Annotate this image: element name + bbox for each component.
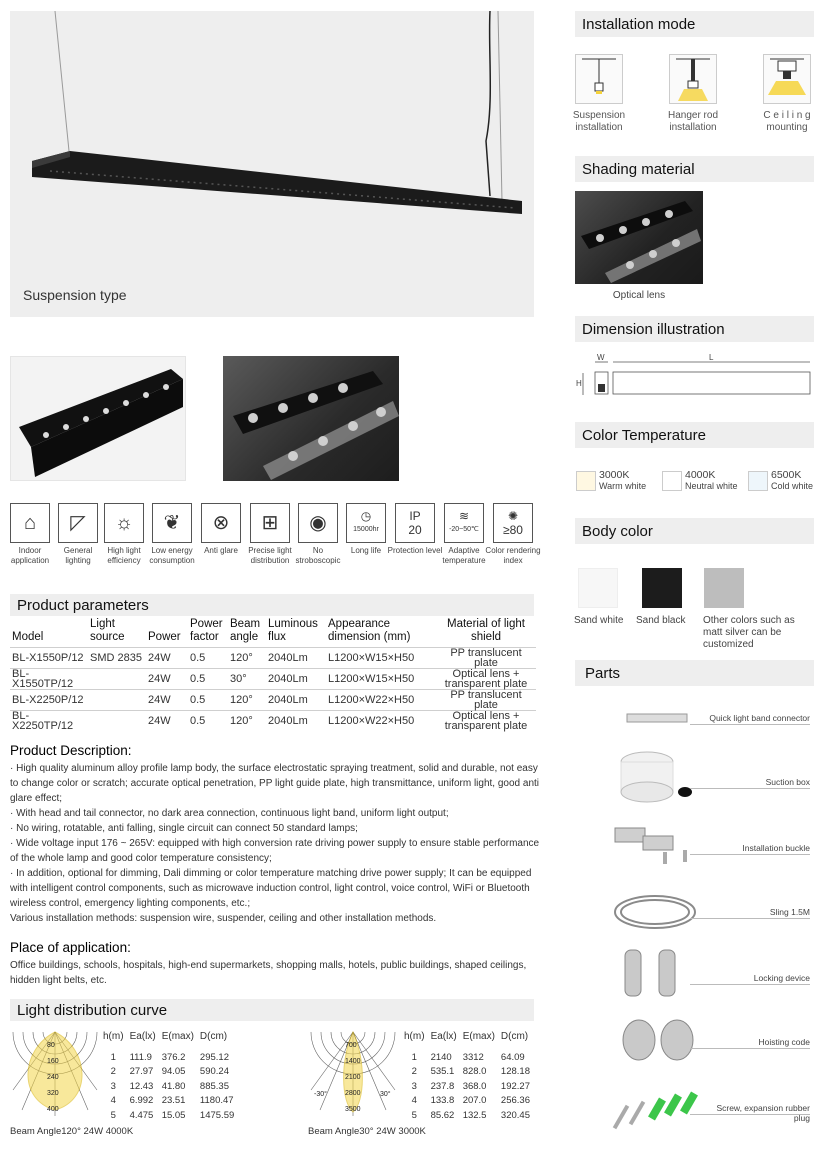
clock-icon: ◷ 15000hr: [346, 503, 386, 543]
curve-scale-label: 160: [47, 1058, 59, 1065]
table-cell: 4.475: [129, 1109, 154, 1121]
description-line: · No wiring, rotatable, anti falling, single circuit can connect 50 standard lamps;: [10, 823, 358, 834]
bulb-icon: ☼: [104, 503, 144, 543]
body-color-label: Sand white: [574, 615, 624, 626]
curve-header: D(cm): [500, 1031, 529, 1042]
table-row: [103, 1065, 240, 1080]
curve-scale-label: 240: [47, 1074, 59, 1081]
hero-label: Suspension type: [23, 287, 127, 303]
table-cell: 15.05: [161, 1109, 186, 1121]
feature-value: ≥80: [503, 523, 523, 537]
part-underline: [690, 984, 810, 985]
application-title: Place of application:: [10, 940, 131, 955]
shading-title: Shading material: [575, 156, 814, 182]
table-row: [103, 1108, 240, 1123]
lamp-detail-photo: [10, 356, 186, 481]
curve-scale-label: 320: [47, 1090, 59, 1097]
color-temperature-title: Color Temperature: [575, 422, 814, 448]
table-cell: Optical lens + transparent plate: [436, 711, 536, 732]
svg-text:H: H: [576, 379, 582, 388]
table-cell: 0.5: [188, 669, 228, 690]
body-color-swatch: [704, 568, 744, 608]
indoor-icon: ⌂: [10, 503, 50, 543]
table-cell: 24W: [146, 648, 188, 669]
table-cell: PP translucent plate: [436, 690, 536, 711]
part-label: Quick light band connector: [709, 713, 810, 723]
grid-sun-icon: ⊞: [250, 503, 290, 543]
table-cell: 4: [411, 1095, 417, 1107]
table-cell: 5: [411, 1109, 417, 1121]
table-row: [10, 648, 536, 669]
table-cell: 295.12: [199, 1051, 229, 1063]
curve-header: h(m): [404, 1031, 425, 1042]
ip-icon: IP 20: [395, 503, 435, 543]
description-line: · With head and tail connector, no dark area connection, continuous light band, uniform light output;: [10, 808, 449, 819]
left-curve-table: [103, 1031, 240, 1123]
table-cell: BL-X2250P/12: [10, 690, 88, 711]
feature-label: Anti glare: [204, 546, 238, 555]
table-cell: 1475.59: [199, 1109, 235, 1121]
temperature-label: 6500K Cold white: [771, 469, 814, 491]
part-underline: [690, 724, 810, 725]
table-cell: 24W: [146, 669, 188, 690]
table-cell: 885.35: [199, 1080, 229, 1092]
table-cell: 5: [110, 1109, 116, 1121]
feature-label: Adaptive temperature: [442, 546, 486, 565]
temperature-label: 4000K Neutral white: [685, 469, 738, 491]
feature-label: General lighting: [63, 546, 93, 565]
table-cell: 128.18: [500, 1066, 530, 1078]
table-cell: 27.97: [129, 1066, 154, 1078]
part-underline: [690, 854, 810, 855]
temperature-swatch: [576, 471, 596, 491]
svg-text:W: W: [597, 353, 605, 362]
description-title: Product Description:: [10, 743, 132, 758]
table-row: [404, 1094, 536, 1109]
left-curve-caption: Beam Angle120° 24W 4000K: [10, 1126, 134, 1137]
table-row: [404, 1065, 536, 1080]
table-cell: [88, 669, 146, 690]
description-line: Various installation methods: suspension wire, suspender, ceiling and other installation methods.: [10, 913, 437, 924]
part-underline: [690, 918, 810, 919]
params-header: Power: [148, 631, 181, 643]
table-cell: 94.05: [161, 1066, 186, 1078]
curve-header: D(cm): [199, 1031, 228, 1042]
table-cell: SMD 2835: [88, 648, 146, 669]
table-cell: 4: [110, 1095, 116, 1107]
table-cell: 3: [110, 1080, 116, 1092]
angle-right: 30°: [380, 1091, 391, 1098]
hero-image: [10, 11, 534, 317]
table-cell: BL-X1550P/12: [10, 648, 88, 669]
part-label: Screw, expansion rubber plug: [716, 1103, 810, 1123]
mode-label-ceiling: C e i l i n g mounting: [763, 110, 811, 133]
table-cell: 368.0: [462, 1080, 487, 1092]
table-cell: 24W: [146, 711, 188, 732]
table-cell: 2040Lm: [266, 648, 326, 669]
table-cell: 120°: [228, 711, 266, 732]
table-cell: 120°: [228, 648, 266, 669]
svg-text:L: L: [709, 353, 714, 362]
table-cell: 320.45: [500, 1109, 530, 1121]
curve-scale-label: 3500: [345, 1106, 361, 1113]
lighting-icon: ◸: [58, 503, 98, 543]
body-color-title: Body color: [575, 518, 814, 544]
mode-label-hanger: Hanger rod installation: [667, 110, 719, 133]
right-curve-table: [404, 1031, 536, 1123]
eye-icon: ◉: [298, 503, 338, 543]
table-row: [10, 690, 536, 711]
dimension-title: Dimension illustration: [575, 316, 814, 342]
optical-lens-image: [575, 191, 703, 284]
table-cell: 85.62: [430, 1109, 455, 1121]
table-cell: L1200×W15×H50: [326, 648, 436, 669]
left-polar-curve: [10, 1030, 100, 1116]
table-cell: 41.80: [161, 1080, 186, 1092]
table-cell: L1200×W22×H50: [326, 690, 436, 711]
table-cell: 6.992: [129, 1095, 154, 1107]
temperature-icon: ≋ -20~50℃: [444, 503, 484, 543]
table-cell: 120°: [228, 690, 266, 711]
table-cell: 207.0: [462, 1095, 487, 1107]
table-row: [404, 1108, 536, 1123]
part-label: Installation buckle: [742, 843, 810, 853]
params-header: Luminous flux: [268, 618, 318, 643]
table-cell: 132.5: [462, 1109, 487, 1121]
table-cell: 0.5: [188, 648, 228, 669]
curve-scale-label: 1400: [345, 1058, 361, 1065]
table-cell: 376.2: [161, 1051, 186, 1063]
table-row: [404, 1079, 536, 1094]
table-cell: 2040Lm: [266, 690, 326, 711]
curve-header: Ea(lx): [129, 1031, 156, 1042]
temperature-swatch: [662, 471, 682, 491]
part-label: Sling 1.5M: [769, 907, 810, 917]
suspended-lamp-illustration: [10, 11, 534, 317]
params-header: Power factor: [190, 618, 223, 643]
curve-scale-label: 80: [47, 1042, 55, 1049]
table-cell: L1200×W22×H50: [326, 711, 436, 732]
mode-label-suspension: Suspension installation: [572, 110, 626, 133]
table-cell: 3312: [462, 1051, 484, 1063]
table-cell: 23.51: [161, 1095, 186, 1107]
params-title: Product parameters: [10, 594, 534, 616]
feature-label: Color rendering index: [485, 546, 541, 565]
part-underline: [690, 1048, 810, 1049]
feature-value: -20~50℃: [449, 526, 479, 533]
feature-label: Long life: [350, 546, 382, 555]
part-label: Suction box: [765, 777, 810, 787]
table-row: [103, 1094, 240, 1109]
feature-label: No stroboscopic: [295, 546, 341, 565]
installation-title: Installation mode: [575, 11, 814, 37]
description-line: · High quality aluminum alloy profile lamp body, the surface electrostatic spraying treatment, solid and durable, not easy to change color or scratch; accurate optical penetration, PP light guide plate, high transmittance, uniform light, good anti glare effect;: [10, 763, 540, 804]
table-cell: 0.5: [188, 711, 228, 732]
table-cell: 590.24: [199, 1066, 229, 1078]
params-header: Beam angle: [230, 618, 261, 643]
table-cell: 133.8: [430, 1095, 455, 1107]
table-cell: 535.1: [430, 1066, 455, 1078]
table-cell: 2: [110, 1066, 116, 1078]
table-cell: 2140: [430, 1051, 452, 1063]
feature-label: Protection level: [387, 546, 443, 555]
table-cell: BL-X2250TP/12: [10, 711, 88, 732]
table-cell: 30°: [228, 669, 266, 690]
table-cell: 2040Lm: [266, 669, 326, 690]
parts-illustrations: [605, 700, 715, 1140]
ceiling-icon: [763, 54, 811, 104]
feature-label: Indoor application: [10, 546, 50, 565]
table-cell: 192.27: [500, 1080, 530, 1092]
table-cell: 1180.47: [199, 1095, 234, 1107]
curve-scale-label: 400: [47, 1106, 59, 1113]
table-row: [10, 669, 536, 690]
table-cell: L1200×W15×H50: [326, 669, 436, 690]
leaf-plug-icon: ❦: [152, 503, 192, 543]
angle-left: -30°: [314, 1091, 327, 1098]
table-cell: BL-X1550TP/12: [10, 669, 88, 690]
feature-value: 20: [408, 523, 422, 537]
params-header: Light source: [90, 618, 125, 643]
part-label: Hoisting code: [758, 1037, 810, 1047]
feature-value: 15000hr: [353, 526, 379, 533]
table-cell: 111.9: [129, 1051, 152, 1063]
part-label: Locking device: [753, 973, 810, 983]
table-cell: 256.36: [500, 1095, 530, 1107]
feature-label: Low energy consumption: [149, 546, 195, 565]
table-cell: 1: [110, 1051, 116, 1063]
suspension-icon: [575, 54, 623, 104]
table-cell: PP translucent plate: [436, 648, 536, 669]
curve-scale-label: 700: [345, 1042, 357, 1049]
parts-title: Parts: [575, 660, 814, 686]
table-row: [10, 711, 536, 732]
curve-header: E(max): [462, 1031, 495, 1042]
curve-header: h(m): [103, 1031, 124, 1042]
feature-label: Precise light distribution: [248, 546, 292, 565]
curve-header: Ea(lx): [430, 1031, 457, 1042]
table-cell: 64.09: [500, 1051, 525, 1063]
body-color-swatch: [642, 568, 682, 608]
curve-scale-label: 2100: [345, 1074, 361, 1081]
table-cell: 2: [411, 1066, 417, 1078]
table-cell: 2040Lm: [266, 711, 326, 732]
table-cell: 24W: [146, 690, 188, 711]
params-header: Model: [12, 631, 44, 643]
description-text: [10, 761, 540, 926]
table-cell: [88, 690, 146, 711]
temperature-swatch: [748, 471, 768, 491]
dimension-drawing: [575, 351, 815, 401]
body-color-label: Other colors such as matt silver can be customized: [703, 615, 795, 650]
params-header: Material of light shield: [447, 618, 525, 643]
part-underline: [690, 788, 810, 789]
application-text: Office buildings, schools, hospitals, high-end supermarkets, shopping malls, hotels, public buildings, shaped ceilings, hidden light belts, etc.: [10, 960, 527, 986]
table-cell: 1: [411, 1051, 417, 1063]
table-row: [103, 1079, 240, 1094]
sun-icon: ✺ ≥80: [493, 503, 533, 543]
table-cell: 828.0: [462, 1066, 487, 1078]
curves-title: Light distribution curve: [10, 999, 534, 1021]
table-row: [404, 1050, 536, 1065]
body-color-label: Sand black: [636, 615, 686, 626]
table-cell: [88, 711, 146, 732]
table-cell: 0.5: [188, 690, 228, 711]
curve-scale-label: 2800: [345, 1090, 361, 1097]
right-polar-curve: [308, 1030, 398, 1116]
params-table: [10, 618, 536, 732]
eye-cross-icon: ⊗: [201, 503, 241, 543]
table-cell: 12.43: [129, 1080, 154, 1092]
params-header: Appearance dimension (mm): [328, 618, 411, 643]
optical-lens-photo: [223, 356, 399, 481]
right-curve-caption: Beam Angle30° 24W 3000K: [308, 1126, 426, 1137]
shading-caption: Optical lens: [612, 290, 666, 301]
hanger-rod-icon: [669, 54, 717, 104]
table-cell: 237.8: [430, 1080, 455, 1092]
temperature-label: 3000K Warm white: [599, 469, 647, 491]
table-cell: Optical lens + transparent plate: [436, 669, 536, 690]
description-line: · In addition, optional for dimming, Dali dimming or color temperature matching drive power supply; It can be equipped with intelligent control components, such as microwave induction control, light control, voice control, WiFi or Bluetooth wireless control, emergency lighting components, etc.;: [10, 868, 532, 909]
table-row: [103, 1050, 240, 1065]
feature-label: High light efficiency: [107, 546, 141, 565]
table-cell: 3: [411, 1080, 417, 1092]
description-line: · Wide voltage input 176 ~ 265V: equipped with high conversion rate driving power supply to ensure stable performance of the whole lamp and good color temperature consistency;: [10, 838, 540, 864]
body-color-swatch: [578, 568, 618, 608]
curve-header: E(max): [161, 1031, 194, 1042]
